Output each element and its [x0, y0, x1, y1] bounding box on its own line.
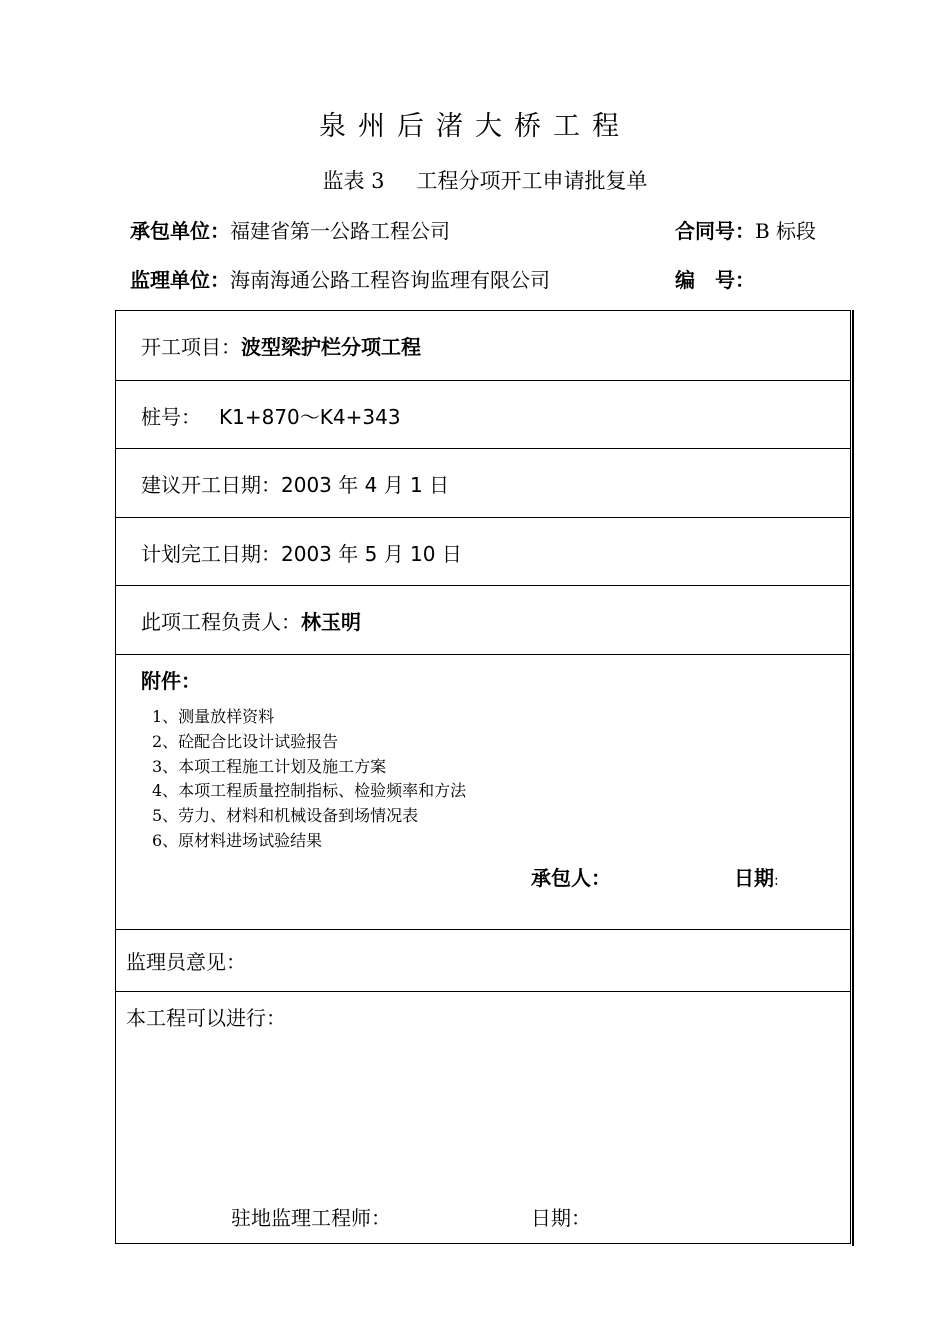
list-item: 6、原材料进场试验结果: [152, 830, 323, 850]
station-value: K1+870～K4+343: [219, 405, 401, 429]
lead-value: 林玉明: [301, 610, 361, 634]
contract-value: B 标段: [755, 219, 817, 243]
contractor-date-colon: :: [774, 873, 779, 889]
contractor-meta-row: [130, 215, 835, 244]
station-row: [116, 381, 850, 449]
lead-label: 此项工程负责人：: [141, 610, 301, 634]
project-row: [116, 311, 850, 381]
list-item: 2、砼配合比设计试验报告: [152, 731, 339, 751]
attachments-list: [152, 705, 466, 854]
list-item: 5、劳力、材料和机械设备到场情况表: [152, 806, 419, 826]
number-info: [675, 264, 835, 293]
contract-label: 合同号：: [675, 219, 755, 243]
project-value: 波型梁护栏分项工程: [241, 335, 421, 359]
start-date-label: 建议开工日期：: [141, 473, 281, 497]
lead-row: [116, 586, 850, 655]
form-name: 工程分项开工申请批复单: [416, 169, 648, 193]
end-date-label: 计划完工日期：: [141, 542, 281, 566]
page-title: 泉州后渚大桥工程: [319, 111, 631, 142]
contractor-label: 承包单位：: [130, 219, 230, 243]
start-date-row: [116, 449, 850, 518]
supervisor-meta-row: [130, 264, 835, 293]
form-subtitle: [0, 165, 950, 195]
inspector-opinion-row: [116, 930, 850, 992]
end-date-value: 2003 年 5 月 10 日: [281, 542, 462, 566]
project-label: 开工项目：: [141, 335, 241, 359]
approval-form-table: [115, 310, 851, 1244]
approval-row: [116, 992, 850, 1244]
form-code: 监表 3: [322, 169, 385, 193]
end-date-row: [116, 518, 850, 586]
station-label: 桩号：: [141, 405, 201, 429]
list-item: 3、本项工程施工计划及施工方案: [152, 756, 387, 776]
list-item: 1、测量放样资料: [152, 707, 275, 726]
table-right-border: [852, 310, 854, 1246]
attachments-row: [116, 655, 850, 930]
supervisor-value: 海南海通公路工程咨询监理有限公司: [230, 268, 550, 292]
list-item: 4、本项工程质量控制指标、检验频率和方法: [152, 781, 467, 801]
contract-info: [675, 215, 835, 244]
supervisor-info: [130, 264, 550, 293]
contractor-sign-label: 承包人：: [531, 866, 611, 890]
contractor-date: [734, 862, 779, 891]
contractor-info: [130, 215, 450, 244]
supervisor-label: 监理单位：: [130, 268, 230, 292]
approval-label: 本工程可以进行：: [126, 1006, 286, 1030]
attachments-label: 附件：: [141, 669, 201, 693]
number-label: 编 号：: [675, 268, 755, 292]
start-date-value: 2003 年 4 月 1 日: [281, 473, 450, 497]
inspector-opinion-label: 监理员意见：: [126, 950, 246, 974]
contractor-date-label: 日期: [734, 866, 774, 890]
contractor-value: 福建省第一公路工程公司: [230, 219, 450, 243]
engineer-sign-label: 驻地监理工程师：: [231, 1206, 391, 1230]
engineer-date-label: 日期：: [531, 1206, 591, 1230]
